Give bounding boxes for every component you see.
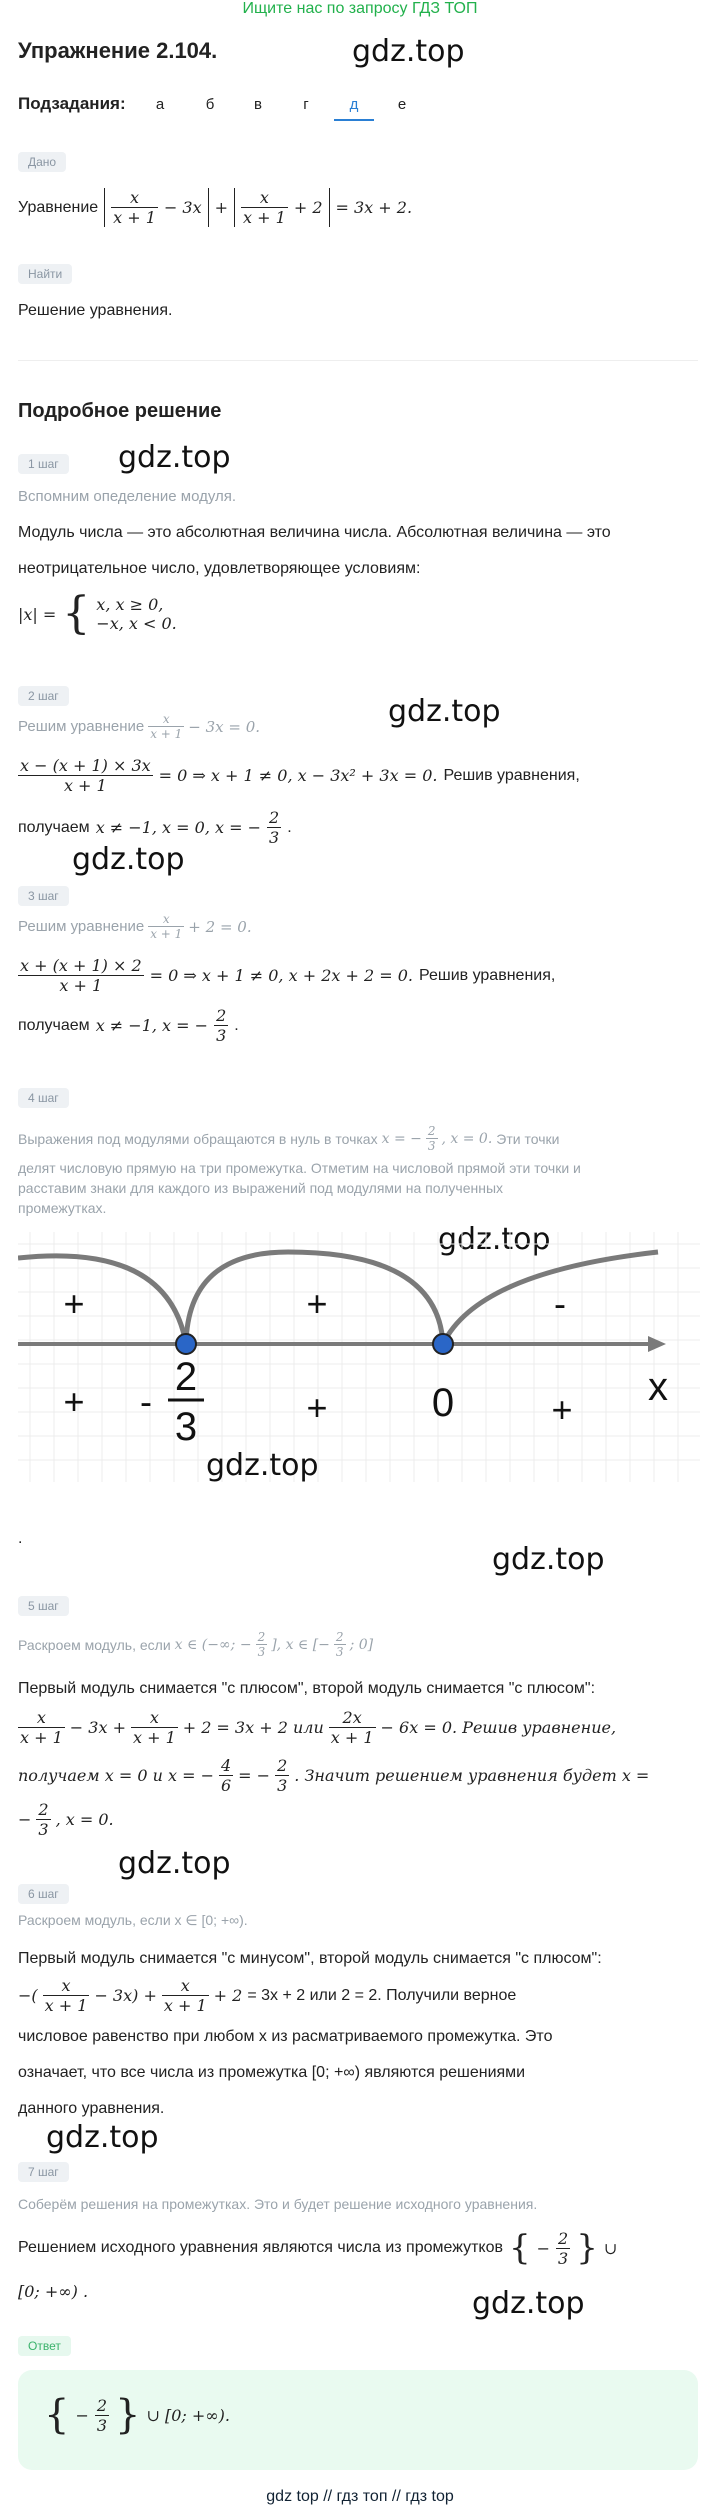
subtask-tab-g[interactable]: г	[303, 96, 309, 113]
step6-tag: 6 шаг	[18, 1884, 69, 1904]
step1-tag: 1 шаг	[18, 454, 69, 474]
watermark: gdz.top	[492, 1542, 605, 1577]
step1-text1: Модуль числа — это абсолютная величина числа. Абсолютная величина — это	[18, 524, 611, 541]
fraction: $\frac{x + (x + 1) \times 2}{x + 1}$	[20, 956, 142, 995]
bottom-sign-3: +	[306, 1387, 328, 1428]
step3-tag: 3 шаг	[18, 886, 69, 906]
watermark: gdz.top	[118, 1846, 231, 1881]
step6-equation: −( $\frac{x}{x + 1}$ − 3x) + $\frac{x}{x + 1}$ + 2 = 3x + 2 или 2 = 2. Получили верное	[18, 1976, 517, 2015]
axis-label-x: x	[648, 1365, 668, 1409]
subtask-tab-d[interactable]: д	[334, 96, 374, 121]
subtask-tab-e[interactable]: е	[397, 96, 407, 113]
abs-term-1: $\frac{x}{x + 1}$ − 3x	[104, 188, 208, 227]
step7-line1: Решением исходного уравнения являются числа из промежутков { − $\frac{2}{3}$ } ∪	[18, 2228, 618, 2268]
step4-line1: Выражения под модулями обращаются в нуль в точках x = − $\frac{2}{3}$ , x = 0. Эти точки	[18, 1124, 560, 1153]
watermark: gdz.top	[352, 34, 465, 69]
watermark: gdz.top	[46, 2120, 159, 2155]
find-text: Решение уравнения.	[18, 302, 173, 319]
step2-result: получаем x ≠ −1, x = 0, x = − $\frac{2}{3}$ .	[18, 808, 292, 847]
graph-grid	[18, 1232, 700, 1482]
label-zero: 0	[431, 1381, 455, 1425]
step6-intro: Раскроем модуль, если x ∈ [0; +∞).	[18, 1912, 248, 1928]
abs-lhs: |x| =	[18, 604, 57, 624]
step4-tag: 4 шаг	[18, 1088, 69, 1108]
arc-right	[443, 1252, 658, 1344]
step6-line5: данного уравнения.	[18, 2100, 165, 2117]
brace: {	[62, 588, 91, 639]
step2-intro: Решим уравнение $\frac{x}{x + 1}$ − 3x = 0.	[18, 712, 261, 741]
given-tag: Дано	[18, 152, 66, 172]
step6-line1: Первый модуль снимается "с минусом", второй модуль снимается "с плюсом":	[18, 1950, 602, 1967]
axis-arrow-icon	[648, 1336, 666, 1352]
label-three-den: 3	[174, 1405, 198, 1449]
watermark: gdz.top	[72, 842, 185, 877]
watermark: gdz.top	[438, 1222, 551, 1257]
step3-result: получаем x ≠ −1, x = − $\frac{2}{3}$ .	[18, 1006, 239, 1045]
step4-line4: промежутках.	[18, 1200, 107, 1216]
step3-equation: $\frac{x + (x + 1) \times 2}{x + 1}$ = 0 ⇒ x + 1 ≠ 0, x + 2x + 2 = 0. Решив уравнения,	[20, 956, 556, 995]
step5-equation: $\frac{x}{x + 1}$ − 3x + $\frac{x}{x + 1}$ + 2 = 3x + 2 или $\frac{2x}{x + 1}$ − 6x = 0. Решив уравнение,	[20, 1708, 617, 1747]
subtask-tab-a[interactable]: а	[155, 96, 165, 113]
step3-intro: Решим уравнение $\frac{x}{x + 1}$ + 2 = 0.	[18, 912, 252, 941]
fraction: $\frac{x}{x + 1}$	[113, 188, 156, 227]
watermark: gdz.top	[206, 1448, 319, 1483]
stray-dot: .	[18, 1530, 23, 1547]
point-neg-two-thirds	[176, 1334, 196, 1354]
bottom-sign-1: +	[63, 1381, 85, 1422]
given-prefix: Уравнение	[18, 198, 99, 216]
given-rhs: = 3x + 2.	[335, 198, 413, 217]
step6-line3: числовое равенство при любом x из расматриваемого промежутка. Это	[18, 2028, 553, 2045]
step2-equation: $\frac{x - (x + 1) \times 3x}{x + 1}$ = 0 ⇒ x + 1 ≠ 0, x − 3x² + 3x = 0. Решив уравнения,	[20, 756, 580, 795]
top-search-link[interactable]: Ищите нас по запросу ГДЗ ТОП	[242, 0, 478, 17]
top-sign-2: +	[306, 1283, 328, 1324]
case-2: −x, x < 0.	[96, 614, 177, 633]
fraction: $\frac{x - (x + 1) \times 3x}{x + 1}$	[20, 756, 151, 795]
solution-title: Подробное решение	[18, 400, 222, 422]
step7-intro: Соберём решения на промежутках. Это и будет решение исходного уравнения.	[18, 2196, 538, 2212]
step2-tag: 2 шаг	[18, 686, 69, 706]
step1-intro: Вспомним опеделение модуля.	[18, 488, 237, 505]
subtasks-label: Подзадания:	[18, 94, 126, 113]
page-title: Упражнение 2.104.	[18, 38, 218, 63]
bottom-sign-4: +	[551, 1389, 573, 1430]
watermark: gdz.top	[388, 694, 501, 729]
abs-definition	[18, 588, 177, 639]
step7-tag: 7 шаг	[18, 2162, 69, 2182]
answer-text: { − $\frac{2}{3}$ } ∪ [0; +∞).	[44, 2392, 230, 2438]
subtask-tab-v[interactable]: в	[254, 96, 262, 113]
step5-tag: 5 шаг	[18, 1596, 69, 1616]
step5-result: получаем x = 0 и x = − $\frac{4}{6}$ = − $\frac{2}{3}$ . Значит решением уравнения будет x =	[18, 1756, 650, 1795]
fraction: $\frac{x}{x + 1}$	[243, 188, 286, 227]
top-sign-3: -	[554, 1283, 566, 1324]
step1-text2: неотрицательное число, удовлетворяющее условиям:	[18, 560, 421, 577]
find-tag: Найти	[18, 264, 72, 284]
case-1: x, x ≥ 0,	[96, 595, 164, 614]
step7-line2: [0; +∞) .	[18, 2282, 89, 2301]
number-line-graph	[18, 1232, 700, 1482]
point-zero	[433, 1334, 453, 1354]
step4-line2: делят числовую прямую на три промежутка. Отметим на числовой прямой эти точки и	[18, 1160, 581, 1176]
step5-intro: Раскроем модуль, если x ∈ (−∞; − $\frac{2}{3}$ ], x ∈ [− $\frac{2}{3}$ ; 0]	[18, 1630, 374, 1659]
step4-line3: расставим знаки для каждого из выражений под модулями на полученных	[18, 1180, 504, 1196]
subtask-tab-b[interactable]: б	[205, 96, 215, 113]
step5-conclusion: − $\frac{2}{3}$ , x = 0.	[18, 1800, 114, 1839]
answer-tag: Ответ	[18, 2336, 71, 2356]
watermark: gdz.top	[472, 2286, 585, 2321]
top-sign-1: +	[63, 1283, 85, 1324]
given-equation: Уравнение $\frac{x}{x + 1}$ − 3x + $\frac{x}{x + 1}$ + 2 = 3x + 2.	[18, 188, 413, 227]
divider	[18, 360, 698, 361]
step5-line1: Первый модуль снимается "с плюсом", второй модуль снимается "с плюсом":	[18, 1680, 596, 1697]
step6-line4: означает, что все числа из промежутка [0; +∞) являются решениями	[18, 2064, 526, 2081]
bottom-sign-2: -	[140, 1381, 152, 1422]
abs-term-2: $\frac{x}{x + 1}$ + 2	[234, 188, 329, 227]
watermark: gdz.top	[118, 440, 231, 475]
footer-links[interactable]: gdz top // гдз топ // гдз top	[266, 2488, 454, 2505]
label-two-num: 2	[174, 1355, 198, 1399]
